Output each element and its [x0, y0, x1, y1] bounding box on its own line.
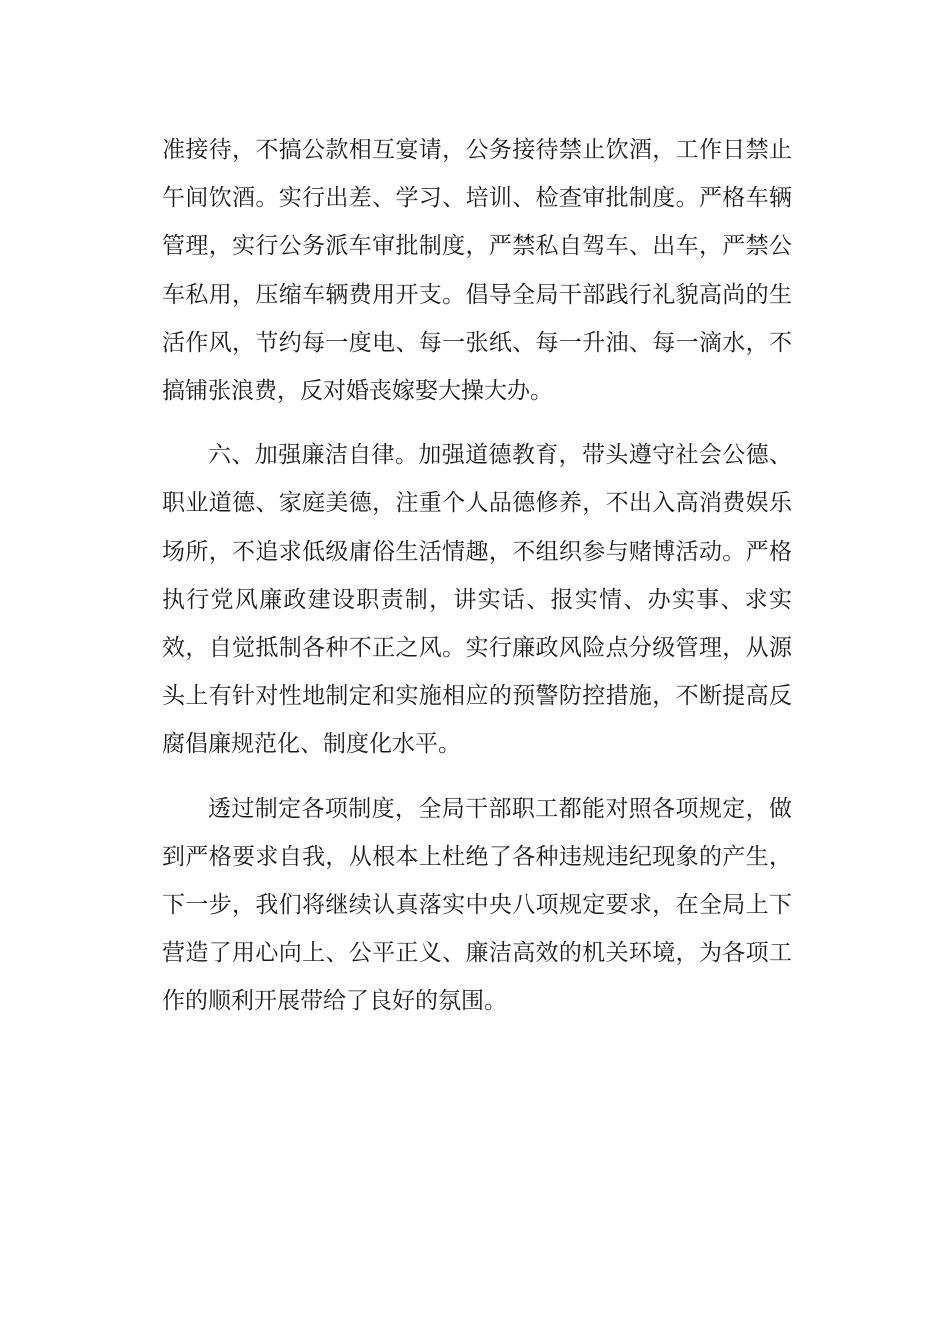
- paragraph-continuation: 准接待，不搞公款相互宴请，公务接待禁止饮酒，工作日禁止午间饮酒。实行出差、学习、培训、检查审批制度。严格车辆管理，实行公务派车审批制度，严禁私自驾车、出车，严禁公车私用，压缩车辆费用开支。倡导全局干部践行礼貌高尚的生活作风，节约每一度电、每一张纸、每一升油、每一滴水，不搞铺张浪费，反对婚丧嫁娶大操大办。: [162, 137, 792, 405]
- document-body: [162, 126, 792, 1026]
- paragraph-conclusion: 透过制定各项制度，全局干部职工都能对照各项规定，做到严格要求自我，从根本上杜绝了各种违规违纪现象的产生，下一步，我们将继续认真落实中央八项规定要求，在全局上下营造了用心向上、公平正义、廉洁高效的机关环境，为各项工作的顺利开展带给了良好的氛围。: [162, 795, 792, 1015]
- paragraph-section-six: 六、加强廉洁自律。加强道德教育，带头遵守社会公德、职业道德、家庭美德，注重个人品德修养，不出入高消费娱乐场所，不追求低级庸俗生活情趣，不组织参与赌博活动。严格执行党风廉政建设职责制，讲实话、报实情、办实事、求实效，自觉抵制各种不正之风。实行廉政风险点分级管理，从源头上有针对性地制定和实施相应的预警防控措施，不断提高反腐倡廉规范化、制度化水平。: [162, 442, 792, 758]
